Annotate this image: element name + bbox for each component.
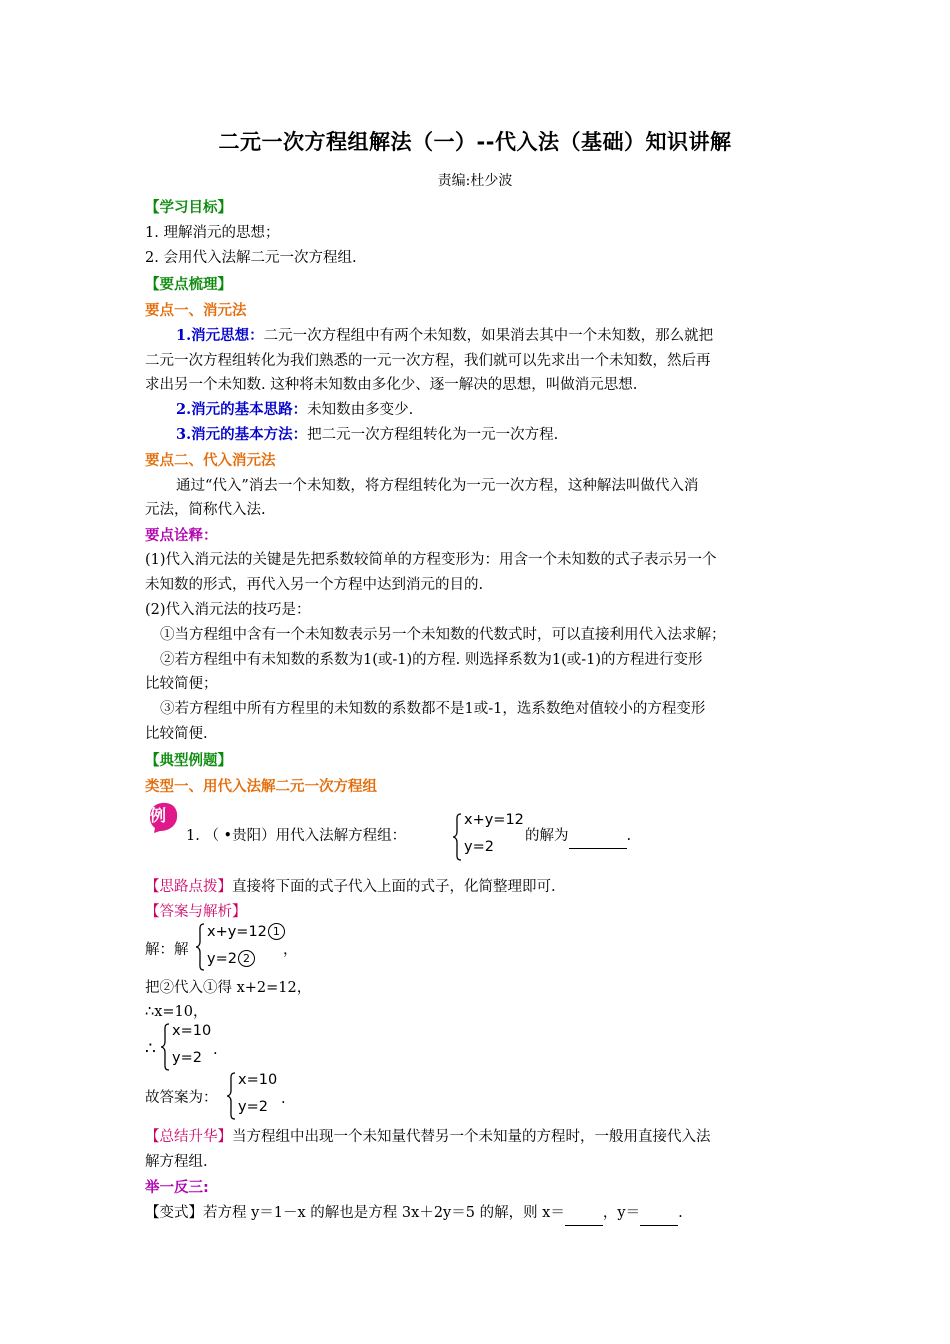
point2-title: 要点二、代入消元法 <box>145 453 276 469</box>
note-line: 未知数的形式，再代入另一个方程中达到消元的目的. <box>145 577 484 593</box>
answer-blank[interactable] <box>569 828 627 849</box>
final-end: . <box>281 1091 286 1107</box>
example1-eq2: y=2 <box>464 839 494 855</box>
point1-item3-text: 把二元一次方程组转化为一元一次方程. <box>307 427 559 443</box>
note-line: 比较简便. <box>145 726 208 742</box>
note-line: (1)代入消元法的关键是先把系数较简单的方程变形为：用含一个未知数的式子表示另一个 <box>145 552 717 568</box>
note-line: 比较简便； <box>145 676 218 692</box>
examples-header: 【典型例题】 <box>145 753 232 769</box>
page-title: 二元一次方程组解法（一）--代入法（基础）知识讲解 <box>218 130 732 154</box>
solution-eq2: y=2 <box>207 951 237 967</box>
brace-icon <box>452 812 462 862</box>
summary-line: 解方程组. <box>145 1154 208 1170</box>
example1-prefix: 1. （ •贵阳）用代入法解方程组： <box>186 828 407 844</box>
variant-line <box>145 1203 683 1226</box>
brace-icon <box>160 1022 170 1072</box>
author-line: 责编:杜少波 <box>437 173 513 189</box>
hint-label: 【思路点拨】 <box>145 879 232 895</box>
variant-end: . <box>678 1205 683 1221</box>
circled-number: 1 <box>268 923 285 940</box>
final-prefix: 故答案为： <box>145 1090 218 1106</box>
summary-line <box>145 1127 711 1147</box>
x-answer-blank[interactable] <box>565 1205 603 1226</box>
notes-title: 要点诠释： <box>145 528 218 544</box>
result-end: . <box>213 1042 218 1058</box>
final-eq2: y=2 <box>238 1099 268 1115</box>
solution-prefix: 解：解 <box>145 942 189 958</box>
y-answer-blank[interactable] <box>640 1205 678 1226</box>
practice-title: 举一反三: <box>145 1180 209 1196</box>
solution-line: ∴x=10， <box>145 1004 208 1020</box>
paragraph-line: 二元一次方程组转化为我们熟悉的一元一次方程，我们就可以先求出一个未知数，然后再 <box>145 353 711 369</box>
circled-number: 2 <box>238 950 255 967</box>
hint-text: 直接将下面的式子代入上面的式子，化简整理即可. <box>232 879 556 895</box>
example-badge-label: 例 <box>150 806 167 825</box>
therefore-symbol: ∴ <box>145 1039 156 1059</box>
point1-item2 <box>176 400 413 420</box>
example1-suffix-text: 的解为 <box>525 828 569 844</box>
note-line: (2)代入消元法的技巧是： <box>145 602 311 618</box>
solution-line: 把②代入①得 x+2=12， <box>145 980 312 996</box>
solution-system <box>195 922 295 972</box>
variant-label: 【变式】 <box>145 1205 203 1221</box>
summary-label: 【总结升华】 <box>145 1129 232 1145</box>
point1-item3-label: 3.消元的基本方法： <box>176 426 308 443</box>
final-eq1: x=10 <box>238 1072 278 1088</box>
point1-item1-label: 1.消元思想： <box>176 327 264 344</box>
example1-eq1: x+y=12 <box>464 812 524 828</box>
example1-system <box>452 812 532 862</box>
point1-item1-text: 二元一次方程组中有两个未知数，如果消去其中一个未知数，那么就把 <box>263 328 714 344</box>
hint-line <box>145 877 556 897</box>
brace-icon <box>226 1071 236 1121</box>
solution-comma: ， <box>283 942 298 958</box>
point1-item3 <box>176 425 558 445</box>
variant-text: 若方程 y＝1－x 的解也是方程 3x＋2y＝5 的解，则 x＝ <box>203 1205 565 1221</box>
answer-label: 【答案与解析】 <box>145 904 247 920</box>
solution-eq1: x+y=12 <box>207 924 267 940</box>
note-line: ①当方程组中含有一个未知数表示另一个未知数的代数式时，可以直接利用代入法求解； <box>160 627 726 643</box>
note-line: ②若方程组中有未知数的系数为1(或-1)的方程. 则选择系数为1(或-1)的方程进行变形 <box>160 652 703 668</box>
result-eq1: x=10 <box>172 1023 212 1039</box>
example1-end: . <box>626 828 632 844</box>
points-header: 【要点梳理】 <box>145 277 232 293</box>
result-eq2: y=2 <box>172 1050 202 1066</box>
point1-item2-label: 2.消元的基本思路： <box>176 401 308 418</box>
brace-icon <box>195 922 205 972</box>
example1-suffix <box>525 826 631 849</box>
type1-title: 类型一、用代入法解二元一次方程组 <box>145 779 377 795</box>
final-system <box>226 1071 286 1121</box>
summary-text: 当方程组中出现一个未知量代替另一个未知量的方程时，一般用直接代入法 <box>232 1129 711 1145</box>
point1-title: 要点一、消元法 <box>145 303 247 319</box>
goals-header: 【学习目标】 <box>145 200 232 216</box>
paragraph-line: 求出另一个未知数. 这种将未知数由多化少、逐一解决的思想，叫做消元思想. <box>145 377 638 393</box>
result-system <box>160 1022 220 1072</box>
paragraph-line: 通过“代入”消去一个未知数，将方程组转化为一元一次方程，这种解法叫做代入消 <box>176 478 699 494</box>
point1-item1 <box>176 326 713 346</box>
note-line: ③若方程组中所有方程里的未知数的系数都不是1或-1，选系数绝对值较小的方程变形 <box>160 701 706 717</box>
goal-item: 1. 理解消元的思想； <box>145 225 280 241</box>
paragraph-line: 元法，简称代入法. <box>145 502 266 518</box>
variant-mid: ，y＝ <box>602 1205 641 1221</box>
point1-item2-text: 未知数由多变少. <box>307 402 414 418</box>
goal-item: 2. 会用代入法解二元一次方程组. <box>145 250 357 266</box>
